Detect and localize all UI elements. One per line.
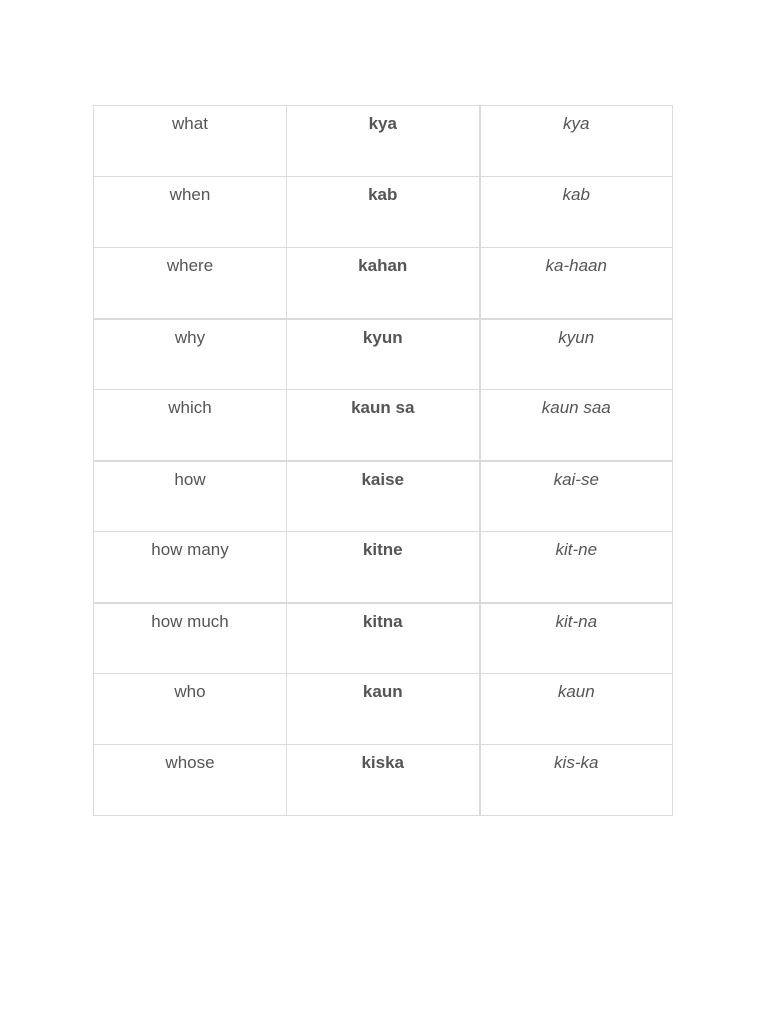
english-word-cell: how much [94,603,287,674]
english-word-cell: where [94,248,287,319]
pronunciation-cell: kab [480,177,673,248]
english-word-cell: what [94,106,287,177]
table-row [94,177,673,248]
pronunciation-cell: kit-na [480,603,673,674]
hindi-word-cell: kab [287,177,480,248]
vocabulary-table-body [94,106,673,816]
hindi-word-cell: kaun sa [287,390,480,461]
table-row [94,745,673,816]
english-word-cell: whose [94,745,287,816]
hindi-word-cell: kiska [287,745,480,816]
table-row [94,532,673,603]
table-row [94,106,673,177]
hindi-word-cell: kyun [287,319,480,390]
vocabulary-table [93,105,673,816]
table-row [94,461,673,532]
hindi-word-cell: kitne [287,532,480,603]
pronunciation-cell: kit-ne [480,532,673,603]
pronunciation-cell: kaun saa [480,390,673,461]
table-row [94,603,673,674]
pronunciation-cell: ka-haan [480,248,673,319]
table-row [94,390,673,461]
english-word-cell: which [94,390,287,461]
pronunciation-cell: kya [480,106,673,177]
hindi-word-cell: kitna [287,603,480,674]
pronunciation-cell: kis-ka [480,745,673,816]
hindi-word-cell: kahan [287,248,480,319]
hindi-word-cell: kya [287,106,480,177]
hindi-word-cell: kaun [287,674,480,745]
english-word-cell: who [94,674,287,745]
pronunciation-cell: kai-se [480,461,673,532]
table-row [94,248,673,319]
pronunciation-cell: kyun [480,319,673,390]
english-word-cell: how [94,461,287,532]
hindi-word-cell: kaise [287,461,480,532]
table-row [94,674,673,745]
english-word-cell: how many [94,532,287,603]
english-word-cell: why [94,319,287,390]
pronunciation-cell: kaun [480,674,673,745]
table-row [94,319,673,390]
english-word-cell: when [94,177,287,248]
